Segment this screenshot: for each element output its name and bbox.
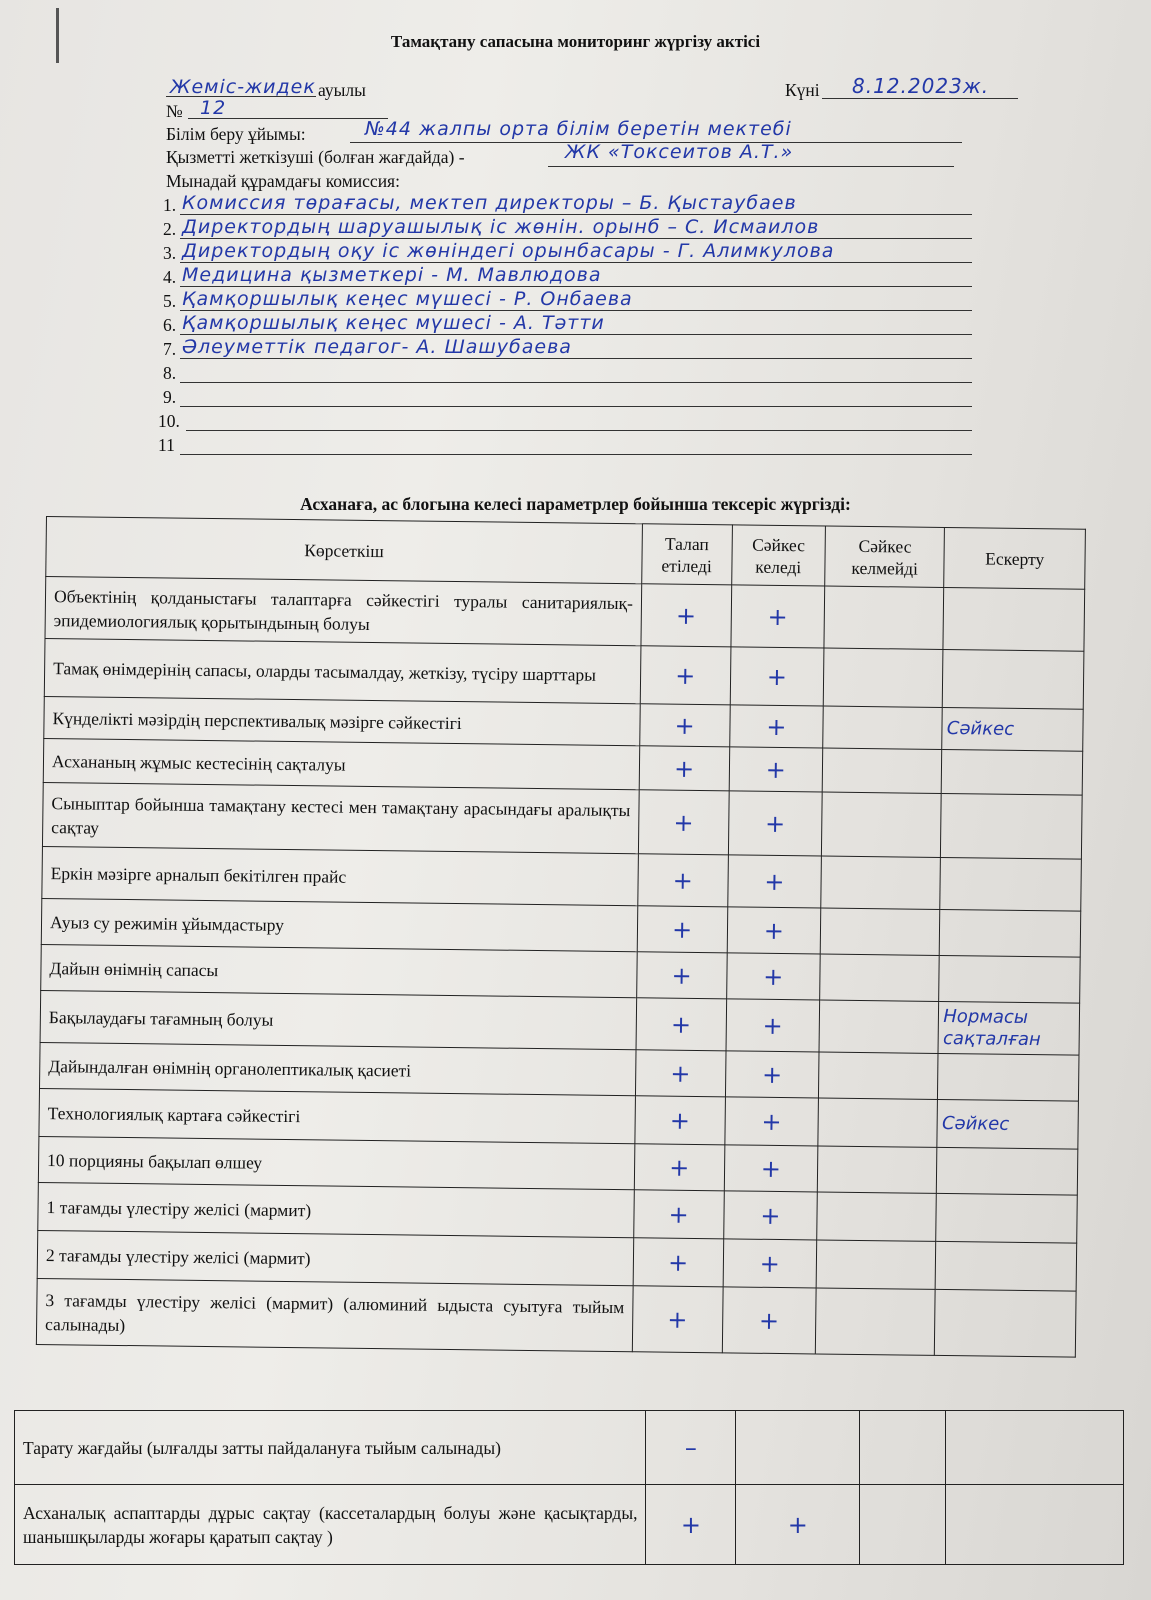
compliant-mark: + (727, 855, 821, 908)
required-mark: + (635, 1050, 725, 1097)
supplier-label: Қызметті жеткізуші (болған жағдайда) - (166, 147, 465, 167)
indicator-cell: Асхананың жұмыс кестесінің сақталуы (43, 738, 639, 789)
note-cell (935, 1289, 1076, 1357)
indicator-cell: Бақылаудағы тағамның болуы (40, 990, 636, 1049)
commission-num: 10. (158, 411, 180, 431)
table-row (15, 1411, 1124, 1485)
compliant-mark: + (723, 1239, 817, 1288)
commission-num: 3. (163, 243, 177, 263)
commission-num: 9. (163, 387, 177, 407)
commission-num: 6. (163, 315, 177, 335)
noncompliant-mark (860, 1485, 946, 1565)
required-mark: – (646, 1411, 736, 1485)
note-cell (936, 1241, 1077, 1291)
noncompliant-mark (823, 706, 943, 749)
required-mark: + (634, 1190, 724, 1239)
indicator-cell: 2 тағамды үлестіру желісі (мармит) (37, 1230, 633, 1285)
village-suffix: ауылы (318, 80, 366, 100)
noncompliant-mark (817, 1192, 937, 1241)
note-cell (943, 587, 1084, 651)
noncompliant-mark (821, 856, 941, 909)
required-mark: + (632, 1286, 722, 1353)
noncompliant-mark (822, 748, 942, 793)
header-compliant: Сәйкес келеді (731, 525, 825, 586)
number-underline (188, 118, 388, 119)
commission-underline (180, 310, 972, 311)
required-mark: + (636, 998, 726, 1051)
header-noncompliant: Сәйкес келмейді (825, 526, 945, 587)
note-cell (940, 909, 1081, 957)
number-label: № (166, 101, 183, 121)
compliant-mark: + (724, 1097, 818, 1146)
note-cell: Нормасы сақталған (938, 1001, 1079, 1055)
commission-underline (180, 358, 972, 359)
compliant-mark: + (725, 1051, 819, 1098)
note-cell (936, 1193, 1077, 1243)
commission-num: 11 (158, 435, 175, 455)
indicator-cell: Технологиялық картаға сәйкестігі (39, 1088, 635, 1143)
inspection-table (36, 516, 1086, 1358)
required-mark: + (641, 584, 731, 647)
noncompliant-mark (860, 1411, 946, 1485)
commission-num: 1. (163, 195, 177, 215)
commission-underline (180, 382, 972, 383)
commission-member: Қамқоршылық кеңес мүшесі - Р. Онбаева (182, 288, 633, 310)
date-label: Күні (785, 80, 820, 100)
noncompliant-mark (820, 954, 940, 1001)
commission-underline (180, 406, 972, 407)
required-mark: + (637, 906, 727, 953)
required-mark: + (639, 746, 729, 791)
commission-num: 4. (163, 267, 177, 287)
note-cell (941, 793, 1082, 859)
note-cell (937, 1147, 1078, 1195)
compliant-mark: + (724, 1145, 818, 1192)
required-mark: + (646, 1485, 736, 1565)
village-handwritten: Жеміс-жидек (170, 76, 316, 98)
compliant-mark: + (727, 907, 821, 954)
commission-member: Комиссия төрағасы, мектеп директоры – Б. Қыстаубаев (182, 192, 797, 214)
commission-member: Қамқоршылық кеңес мүшесі - А. Тәтти (182, 312, 605, 334)
commission-member: Әлеуметтік педагог- А. Шашубаева (182, 336, 572, 358)
noncompliant-mark (818, 1098, 938, 1147)
org-value: №44 жалпы орта білім беретін мектебі (365, 118, 792, 140)
compliant-mark: + (726, 953, 820, 1000)
required-mark: + (633, 1238, 723, 1287)
commission-underline (180, 334, 972, 335)
date-value: 8.12.2023ж. (852, 74, 990, 98)
noncompliant-mark (820, 908, 940, 955)
noncompliant-mark (823, 648, 943, 707)
indicator-cell: Ауыз су режимін ұйымдастыру (41, 898, 637, 951)
note-cell (939, 955, 1080, 1003)
required-mark: + (635, 1096, 725, 1145)
required-mark: + (634, 1144, 724, 1191)
number-value: 12 (200, 97, 227, 119)
indicator-cell: 1 тағамды үлестіру желісі (мармит) (38, 1182, 634, 1237)
indicator-cell: Объектінің қолданыстағы талаптарға сәйкестігі туралы санитариялық-эпидемиологиялық қорытындының болуы (45, 577, 642, 646)
required-mark: + (637, 952, 727, 999)
noncompliant-mark (824, 586, 944, 649)
supplier-value: ЖК «Токсеитов А.Т.» (565, 141, 794, 163)
table-row (15, 1485, 1124, 1565)
note-cell (943, 649, 1084, 709)
village-underline (166, 96, 316, 97)
compliant-mark: + (730, 585, 824, 648)
indicator-cell: Тамақ өнімдерінің сапасы, оларды тасымалдау, жеткізу, түсіру шарттары (44, 638, 641, 703)
inspection-table-continued (14, 1410, 1124, 1565)
required-mark: + (640, 646, 730, 705)
indicator-cell: 3 тағамды үлестіру желісі (мармит) (алюминий ыдыста суытуға тыйым салынады) (36, 1278, 633, 1351)
indicator-cell: Еркін мәзірге арналып бекітілген прайс (42, 846, 638, 905)
commission-underline (180, 238, 972, 239)
note-cell (938, 1053, 1079, 1101)
indicator-cell: Тарату жағдайы (ылғалды затты пайдалануға тыйым салынады) (15, 1411, 646, 1485)
compliant-mark: + (723, 1191, 817, 1240)
note-cell (942, 749, 1083, 795)
commission-underline (180, 262, 972, 263)
required-mark: + (640, 704, 730, 747)
compliant-mark (736, 1411, 860, 1485)
document-title: Тамақтану сапасына мониторинг жүргізу актісі (390, 32, 761, 51)
compliant-mark: + (726, 999, 820, 1052)
commission-label: Мынадай құрамдағы комиссия: (166, 171, 400, 191)
noncompliant-mark (822, 792, 942, 857)
note-cell: Сәйкес (942, 707, 1083, 751)
note-cell (946, 1411, 1124, 1485)
note-cell: Сәйкес (937, 1099, 1078, 1149)
header-indicator: Көрсеткіш (46, 517, 643, 584)
compliant-mark: + (730, 647, 824, 706)
supplier-underline (548, 166, 954, 167)
compliant-mark: + (722, 1287, 817, 1354)
commission-member: Директордың шаруашылық іс жөнін. орынб – С. Исмаилов (182, 216, 820, 238)
commission-num: 5. (163, 291, 177, 311)
indicator-cell: Дайын өнімнің сапасы (41, 944, 637, 997)
table-title: Асханаға, ас блогына келесі параметрлер бойынша тексеріс жүргізді: (300, 494, 851, 514)
commission-num: 8. (163, 363, 177, 383)
required-mark: + (638, 854, 728, 907)
commission-underline (180, 286, 972, 287)
table-row (36, 1278, 1076, 1357)
compliant-mark: + (736, 1485, 860, 1565)
commission-member: Медицина қызметкері - М. Мавлюдова (182, 264, 602, 286)
compliant-mark: + (729, 747, 823, 792)
date-underline (822, 98, 1018, 99)
noncompliant-mark (816, 1288, 936, 1355)
commission-underline (186, 430, 972, 431)
noncompliant-mark (819, 1052, 939, 1099)
header-note: Ескерту (944, 527, 1085, 589)
indicator-cell: Асханалық аспаптарды дұрыс сақтау (кассеталардың болуы және қасықтарды, шанышқыларды жоғары қаратып сақтау ) (15, 1485, 646, 1565)
indicator-cell: Сыныптар бойынша тамақтану кестесі мен тамақтану арасындағы аралықты сақтау (42, 782, 639, 853)
note-cell (946, 1485, 1124, 1565)
noncompliant-mark (816, 1240, 936, 1289)
org-label: Білім беру ұйымы: (166, 124, 306, 144)
commission-num: 7. (163, 339, 177, 359)
note-cell (940, 857, 1081, 911)
noncompliant-mark (818, 1146, 938, 1193)
commission-underline (180, 454, 972, 455)
commission-member: Директордың оқу іс жөніндегі орынбасары - Г. Алимкулова (182, 240, 835, 262)
commission-underline (180, 214, 972, 215)
compliant-mark: + (729, 705, 823, 748)
indicator-cell: 10 порцияны бақылап өлшеу (38, 1136, 634, 1189)
indicator-cell: Күнделікті мәзірдің перспективалық мәзірге сәйкестігі (44, 696, 640, 745)
noncompliant-mark (819, 1000, 939, 1053)
compliant-mark: + (728, 791, 822, 856)
required-mark: + (638, 790, 728, 855)
header-required: Талап етіледі (642, 524, 732, 585)
indicator-cell: Дайындалған өнімнің органолептикалық қасиеті (40, 1042, 636, 1095)
commission-num: 2. (163, 219, 177, 239)
